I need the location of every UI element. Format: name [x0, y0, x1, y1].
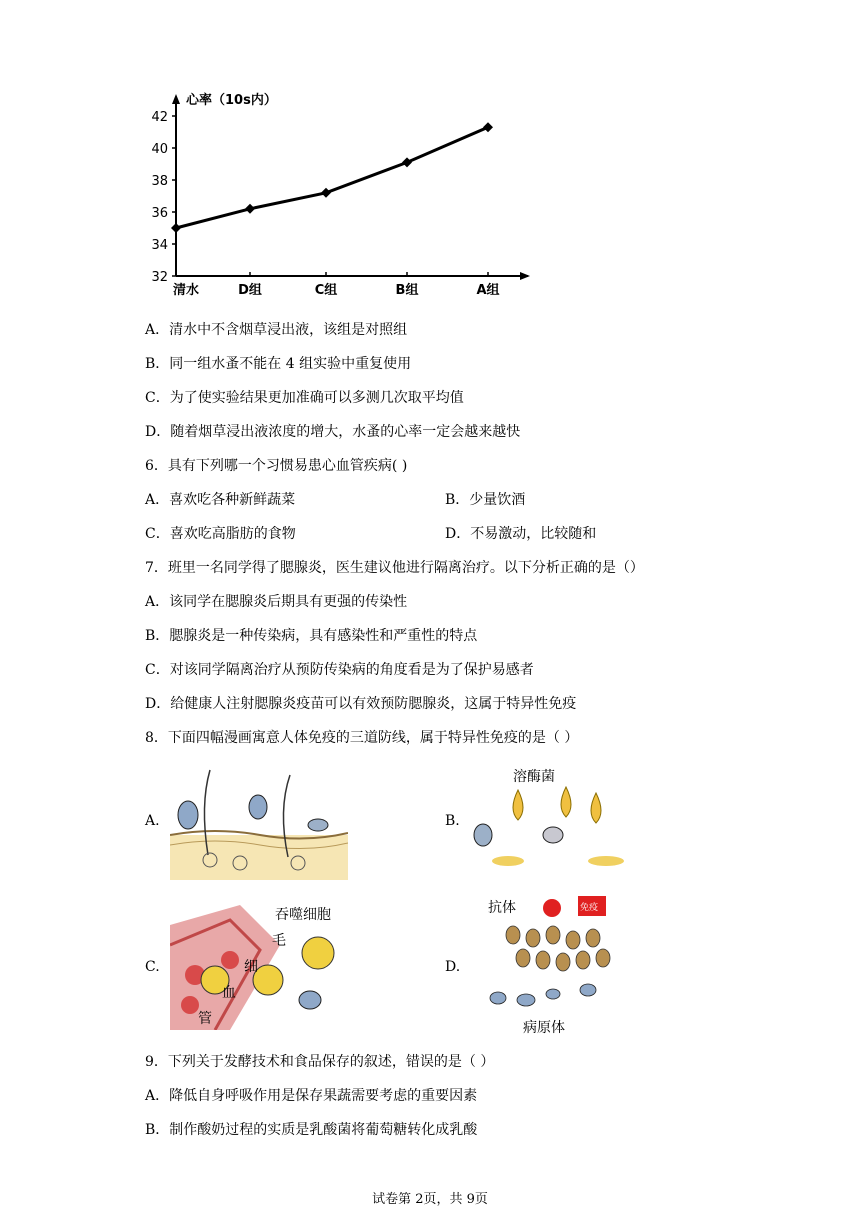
cartoon-lysozyme [468, 765, 633, 883]
cartoon-skin-barrier [170, 765, 348, 880]
q9-option-a: A．降低自身呼吸作用是保存果蔬需要考虑的重要因素 [145, 1088, 478, 1104]
q7-option-d: D．给健康人注射腮腺炎疫苗可以有效预防腮腺炎，这属于特异性免疫 [145, 696, 577, 712]
cartoon-antibodies [478, 890, 618, 1038]
q8-label-d: D. [445, 959, 461, 975]
chart-x-tick-label: C组 [314, 283, 338, 296]
q7-option-a: A．该同学在腮腺炎后期具有更强的传染性 [145, 594, 408, 610]
q6-stem: 6．具有下列哪一个习惯易患心血管疾病( ) [145, 458, 408, 474]
chart-ticks [151, 110, 176, 285]
capillary-char-3: 血 [222, 985, 236, 1001]
q5-option-d: D．随着烟草浸出液浓度的增大，水蚤的心率一定会越来越快 [145, 424, 521, 440]
q7-option-b: B．腮腺炎是一种传染病，具有感染性和严重性的特点 [145, 628, 478, 644]
chart-y-arrow [172, 94, 180, 104]
q6-option-a: A．喜欢吃各种新鲜蔬菜 [145, 492, 296, 508]
chart-point [321, 188, 331, 198]
pathogen-label: 病原体 [523, 1020, 565, 1036]
chart-ylabel: 心率（10s内） [186, 93, 277, 108]
capillary-char-2: 细 [244, 959, 258, 975]
q6-option-c: C．喜欢吃高脂肪的食物 [145, 526, 296, 542]
chart-x-tick-label: A组 [476, 283, 500, 296]
page-footer: 试卷第 2页，共 9页 [372, 1192, 488, 1207]
chart-series-line [176, 127, 488, 228]
q9-stem: 9．下列关于发酵技术和食品保存的叙述，错误的是（ ） [145, 1054, 495, 1070]
q8-label-c: C. [145, 959, 160, 975]
heart-rate-chart [150, 86, 540, 296]
q9-option-b: B．制作酸奶过程的实质是乳酸菌将葡萄糖转化成乳酸 [145, 1122, 478, 1138]
chart-x-tick-label: 清水 [172, 283, 200, 296]
q8-label-a: A. [145, 813, 160, 829]
chart-y-tick-label: 40 [151, 142, 168, 157]
phagocyte-label: 吞噬细胞 [275, 907, 331, 923]
q8-stem: 8．下面四幅漫画寓意人体免疫的三道防线，属于特异性免疫的是（ ） [145, 730, 579, 746]
capillary-char-4: 管 [198, 1011, 212, 1027]
q5-option-a: A．清水中不含烟草浸出液，该组是对照组 [145, 322, 408, 338]
chart-y-tick-label: 38 [151, 174, 168, 189]
chart-point [171, 223, 181, 233]
chart-x-tick-label: D组 [238, 283, 262, 296]
capillary-char-1: 毛 [272, 933, 286, 949]
lysozyme-label: 溶酶菌 [513, 769, 555, 785]
chart-axes [172, 94, 530, 280]
chart-y-tick-label: 32 [151, 270, 168, 285]
q6-option-d: D．不易激动，比较随和 [445, 526, 597, 542]
chart-y-tick-label: 34 [151, 238, 168, 253]
q5-option-c: C．为了使实验结果更加准确可以多测几次取平均值 [145, 390, 464, 406]
immunity-flag-label: 免疫 [580, 903, 599, 913]
chart-x-tick-label: B组 [395, 283, 419, 296]
chart-y-tick-label: 36 [151, 206, 168, 221]
chart-x-arrow [520, 272, 530, 280]
chart-y-tick-label: 42 [151, 110, 168, 125]
q7-stem: 7．班里一名同学得了腮腺炎，医生建议他进行隔离治疗。以下分析正确的是（） [145, 560, 644, 576]
chart-point [245, 204, 255, 214]
cartoon-phagocytes [170, 905, 345, 1030]
q7-option-c: C．对该同学隔离治疗从预防传染病的角度看是为了保护易感者 [145, 662, 534, 678]
antibody-label: 抗体 [488, 900, 516, 916]
q6-option-b: B．少量饮酒 [445, 492, 526, 508]
q8-label-b: B. [445, 813, 460, 829]
q5-option-b: B．同一组水蚤不能在 4 组实验中重复使用 [145, 356, 412, 372]
chart-point [402, 157, 412, 167]
chart-point [483, 122, 493, 132]
